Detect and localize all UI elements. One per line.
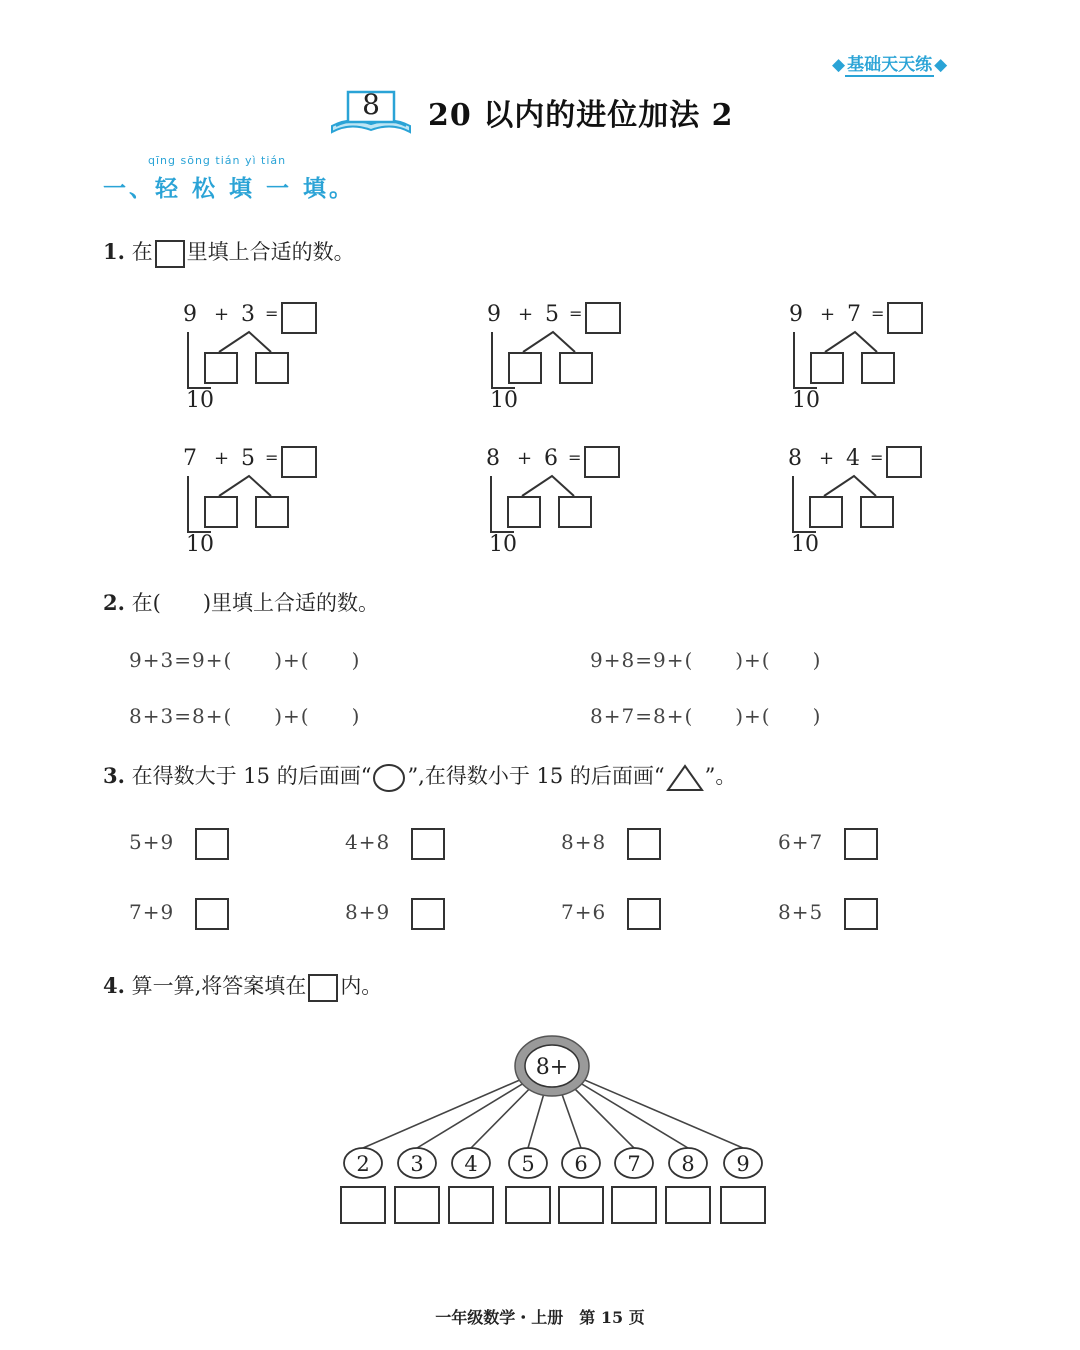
addend-b: 5 xyxy=(241,446,255,471)
section-title: 一、轻 松 填 一 填。 xyxy=(103,175,356,202)
addend-a: 8 xyxy=(788,446,802,471)
base-ten-label: 10 xyxy=(186,532,214,557)
equals-sign: = xyxy=(265,304,279,323)
addend-a: 9 xyxy=(183,302,197,327)
q2-row: 9+8=9+( )+( ) xyxy=(590,648,822,672)
addend-b: 5 xyxy=(545,302,559,327)
addend-number: 7 xyxy=(627,1152,641,1176)
plus-sign: + xyxy=(820,304,836,325)
q4-answer-box[interactable] xyxy=(395,1187,439,1223)
plus-sign: + xyxy=(517,448,533,469)
plus-sign: + xyxy=(518,304,534,325)
addend-number: 5 xyxy=(521,1152,535,1176)
q2-row: 8+3=8+( )+( ) xyxy=(129,704,361,728)
equals-sign: = xyxy=(568,448,582,467)
q3-expression: 8+5 xyxy=(778,900,824,924)
addend-a: 8 xyxy=(486,446,500,471)
equals-sign: = xyxy=(871,304,885,323)
q4-answer-box[interactable] xyxy=(612,1187,656,1223)
base-ten-label: 10 xyxy=(791,532,819,557)
q3-text-c: ”。 xyxy=(704,764,737,788)
center-operator-label: 8+ xyxy=(535,1055,569,1080)
base-ten-label: 10 xyxy=(489,532,517,557)
addend-a: 9 xyxy=(789,302,803,327)
q3-expression: 4+8 xyxy=(345,830,391,854)
addend-b: 3 xyxy=(241,302,255,327)
q3-text-a: 在得数大于 15 的后面画“ xyxy=(131,764,372,788)
diamond-icon: ◆ xyxy=(832,55,846,75)
q1-number: 1. xyxy=(103,239,125,264)
diamond-icon: ◆ xyxy=(934,55,948,75)
section-pinyin: qīng sōng tián yì tián xyxy=(148,154,287,167)
q4-answer-box[interactable] xyxy=(341,1187,385,1223)
equals-sign: = xyxy=(569,304,583,323)
plus-sign: + xyxy=(214,304,230,325)
q3-expression: 7+9 xyxy=(129,900,175,924)
addend-a: 9 xyxy=(487,302,501,327)
q1-text-before: 在 xyxy=(131,240,153,264)
equals-sign: = xyxy=(870,448,884,467)
q4-answer-box[interactable] xyxy=(506,1187,550,1223)
addend-a: 7 xyxy=(183,446,197,471)
q3-expression: 6+7 xyxy=(778,830,824,854)
lesson-number: 8 xyxy=(362,88,380,121)
series-tag-label: 基础天天练 xyxy=(847,55,933,75)
addend-number: 8 xyxy=(681,1152,695,1176)
base-ten-label: 10 xyxy=(792,388,820,413)
equals-sign: = xyxy=(265,448,279,467)
addend-b: 4 xyxy=(846,446,860,471)
q4-text-before: 算一算,将答案填在 xyxy=(131,974,307,998)
addend-number: 9 xyxy=(736,1152,750,1176)
q3-expression: 5+9 xyxy=(129,830,175,854)
addend-b: 6 xyxy=(544,446,558,471)
q2-text: 在( )里填上合适的数。 xyxy=(131,591,380,615)
q3-expression: 7+6 xyxy=(561,900,607,924)
q4-answer-box[interactable] xyxy=(559,1187,603,1223)
q1-text-after: 里填上合适的数。 xyxy=(186,240,355,264)
addend-b: 7 xyxy=(847,302,861,327)
page-footer: 一年级数学・上册 第 15 页 xyxy=(435,1308,645,1327)
q3-text-b: ”,在得数小于 15 的后面画“ xyxy=(407,764,665,788)
addend-number: 6 xyxy=(574,1152,588,1176)
q4-number: 4. xyxy=(103,973,125,998)
q4-answer-box[interactable] xyxy=(721,1187,765,1223)
q2-row: 9+3=9+( )+( ) xyxy=(129,648,361,672)
plus-sign: + xyxy=(819,448,835,469)
q3-number: 3. xyxy=(103,763,125,788)
addend-number: 4 xyxy=(464,1152,478,1176)
q3-expression: 8+8 xyxy=(561,830,607,854)
q4-answer-box[interactable] xyxy=(449,1187,493,1223)
base-ten-label: 10 xyxy=(490,388,518,413)
q2-row: 8+7=8+( )+( ) xyxy=(590,704,822,728)
lesson-title: 20 以内的进位加法 2 xyxy=(428,98,734,133)
plus-sign: + xyxy=(214,448,230,469)
q2-number: 2. xyxy=(103,590,125,615)
q4-answer-box[interactable] xyxy=(666,1187,710,1223)
addend-number: 3 xyxy=(410,1152,424,1176)
q4-text-after: 内。 xyxy=(340,974,383,998)
q3-expression: 8+9 xyxy=(345,900,391,924)
addend-number: 2 xyxy=(356,1152,370,1176)
base-ten-label: 10 xyxy=(186,388,214,413)
